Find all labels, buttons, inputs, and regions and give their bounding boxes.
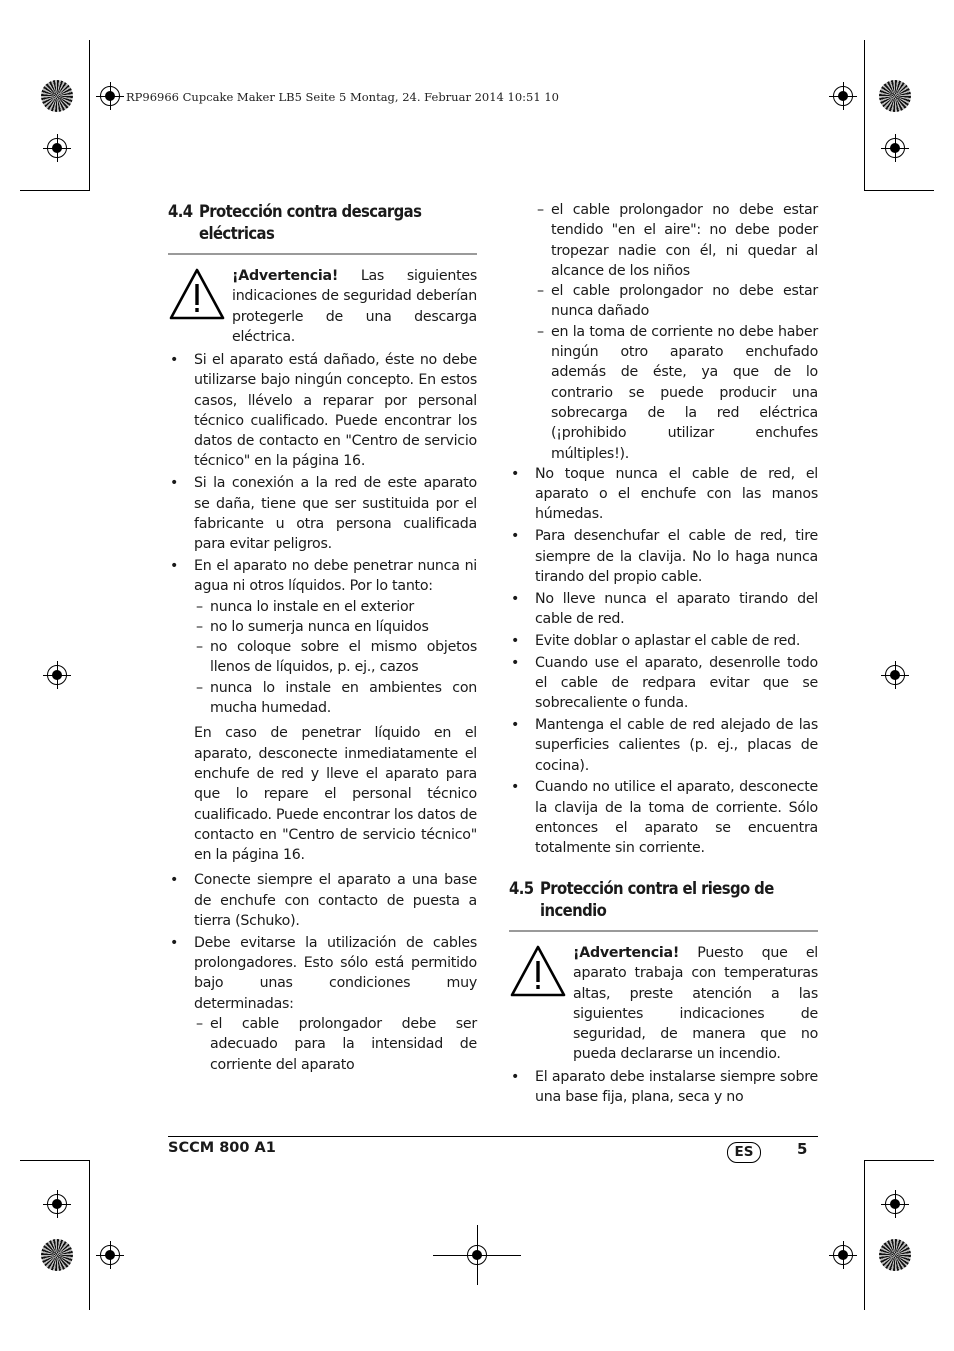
footer-rule	[168, 1136, 818, 1137]
dash-item: – no lo sumerja nunca en líquidos	[194, 617, 477, 637]
list-item	[168, 933, 477, 1075]
warning-block	[509, 943, 818, 1067]
registration-mark-icon	[881, 661, 909, 689]
section-rule	[168, 253, 477, 255]
section-title-line1: Protección contra el riesgo de	[540, 879, 774, 898]
list-item	[168, 556, 477, 865]
registration-mark-icon	[43, 134, 71, 162]
dash-item: – no coloque sobre el mismo objetos llenos de líquidos, p. ej., cazos	[194, 637, 477, 678]
registration-mark-icon	[829, 1241, 857, 1269]
dash-item: – nunca lo instale en ambientes con mucha humedad.	[194, 678, 477, 719]
list-item-text: • En el aparato no debe penetrar nunca ni agua ni otros líquidos. Por lo tanto:	[194, 557, 477, 595]
list-item: • Cuando use el aparato, desenrolle todo el cable de redpara evitar que se sobrecaliente o funda.	[509, 653, 818, 714]
language-badge: ES	[727, 1142, 761, 1163]
registration-mark-icon	[43, 661, 71, 689]
section-heading-4-4	[168, 201, 478, 245]
right-column	[509, 200, 818, 860]
footer-model: SCCM 800 A1	[168, 1140, 276, 1156]
crop-mark	[864, 1160, 865, 1310]
section-number: 4.5	[509, 879, 534, 898]
warning-text	[232, 266, 477, 347]
section-heading-4-5	[509, 878, 819, 922]
paragraph: En caso de penetrar líquido en el aparato, desconecte inmediatamente el enchufe de red y lleve el aparato para que lo repare el personal técnico cualificado. Puede encontrar los datos de contacto en "Centro de servicio técnico" en la página 16.	[194, 725, 478, 864]
warning-body: Puesto que el aparato trabaja con temperaturas altas, preste atención a las siguientes indicaciones de seguridad, de manera que no pueda declararse un incendio.	[573, 945, 818, 1063]
list-item: • Evite doblar o aplastar el cable de red.	[509, 631, 818, 651]
list-item-text: • Debe evitarse la utilización de cables prolongadores. Esto sólo está permitido bajo unas condiciones muy determinadas:	[194, 934, 477, 1012]
crop-mark	[20, 190, 90, 191]
registration-mark-icon	[96, 82, 124, 110]
warning-body: Las siguientes indicaciones de seguridad deberían protegerle de una descarga eléctrica.	[232, 268, 477, 345]
list-item: • Cuando no utilice el aparato, desconecte la clavija de la toma de corriente. Sólo entonces el aparato se encuentra totalmente sin corriente.	[509, 777, 818, 858]
crop-mark	[89, 1160, 90, 1310]
list-item: • Para desenchufar el cable de red, tire siempre de la clavija. No lo haga nunca tirando del propio cable.	[509, 526, 818, 587]
crop-mark	[477, 1225, 478, 1285]
list-item: • Mantenga el cable de red alejado de las superficies calientes (p. ej., placas de cocina).	[509, 715, 818, 776]
list-item: • El aparato debe instalarse siempre sobre una base fija, plana, seca y no	[509, 1067, 818, 1108]
registration-mark-icon	[881, 1190, 909, 1218]
dash-item: – el cable prolongador debe ser adecuado para la intensidad de corriente del aparato	[194, 1014, 477, 1075]
color-target-icon	[41, 80, 73, 112]
crop-mark	[89, 40, 90, 190]
registration-mark-icon	[881, 134, 909, 162]
list-item: • Conecte siempre el aparato a una base de enchufe con contacto de puesta a tierra (Schuko).	[168, 870, 477, 931]
list-item: • Si el aparato está dañado, éste no debe utilizarse bajo ningún concepto. En estos casos, llévelo a reparar por personal técnico cualificado. Puede encontrar los datos de contacto en "Centro de servicio técnico" en la página 16.	[168, 350, 477, 472]
dash-item: – el cable prolongador no debe estar nunca dañado	[535, 281, 818, 322]
warning-block	[168, 266, 477, 350]
warning-text	[573, 943, 818, 1065]
color-target-icon	[879, 1239, 911, 1271]
crop-mark	[864, 40, 865, 190]
crop-mark	[864, 1160, 934, 1161]
section-title-line2: eléctricas	[199, 224, 275, 243]
left-column	[168, 350, 477, 1076]
list-item: • No lleve nunca el aparato tirando del cable de red.	[509, 589, 818, 630]
dash-item: – en la toma de corriente no debe haber ningún otro aparato enchufado además de éste, ya que de lo contrario se puede producir una sobrecarga de la red eléctrica (¡prohibido utilizar enchufes múltiples!).	[535, 322, 818, 464]
dash-item: – nunca lo instale en el exterior	[194, 597, 477, 617]
registration-mark-icon	[96, 1241, 124, 1269]
continued-list	[509, 200, 818, 464]
registration-mark-icon	[43, 1190, 71, 1218]
section-number: 4.4	[168, 202, 193, 221]
right-column-bottom	[509, 1067, 818, 1109]
crop-mark	[864, 190, 934, 191]
list-item: • Si la conexión a la red de este aparato se daña, tiene que ser sustituida por el fabricante u otra persona cualificada para evitar peligros.	[168, 473, 477, 554]
color-target-icon	[41, 1239, 73, 1271]
warning-triangle-icon	[509, 943, 567, 999]
list-item: • No toque nunca el cable de red, el aparato o el enchufe con las manos húmedas.	[509, 464, 818, 525]
page-number: 5	[797, 1140, 808, 1158]
color-target-icon	[879, 80, 911, 112]
registration-mark-icon	[829, 82, 857, 110]
section-title-line1: Protección contra descargas	[199, 202, 422, 221]
crop-mark	[20, 1160, 90, 1161]
section-rule	[509, 930, 818, 932]
section-title-line2: incendio	[540, 901, 607, 920]
dash-item: – el cable prolongador no debe estar tendido "en el aire": no debe poder tropezar nadie con él, ni quedar al alcance de los niños	[535, 200, 818, 281]
warning-label: ¡Advertencia!	[573, 945, 680, 961]
warning-label: ¡Advertencia!	[232, 268, 339, 284]
warning-triangle-icon	[168, 266, 226, 322]
print-header: RP96966 Cupcake Maker LB5 Seite 5 Montag, 24. Februar 2014 10:51 10	[126, 90, 559, 104]
